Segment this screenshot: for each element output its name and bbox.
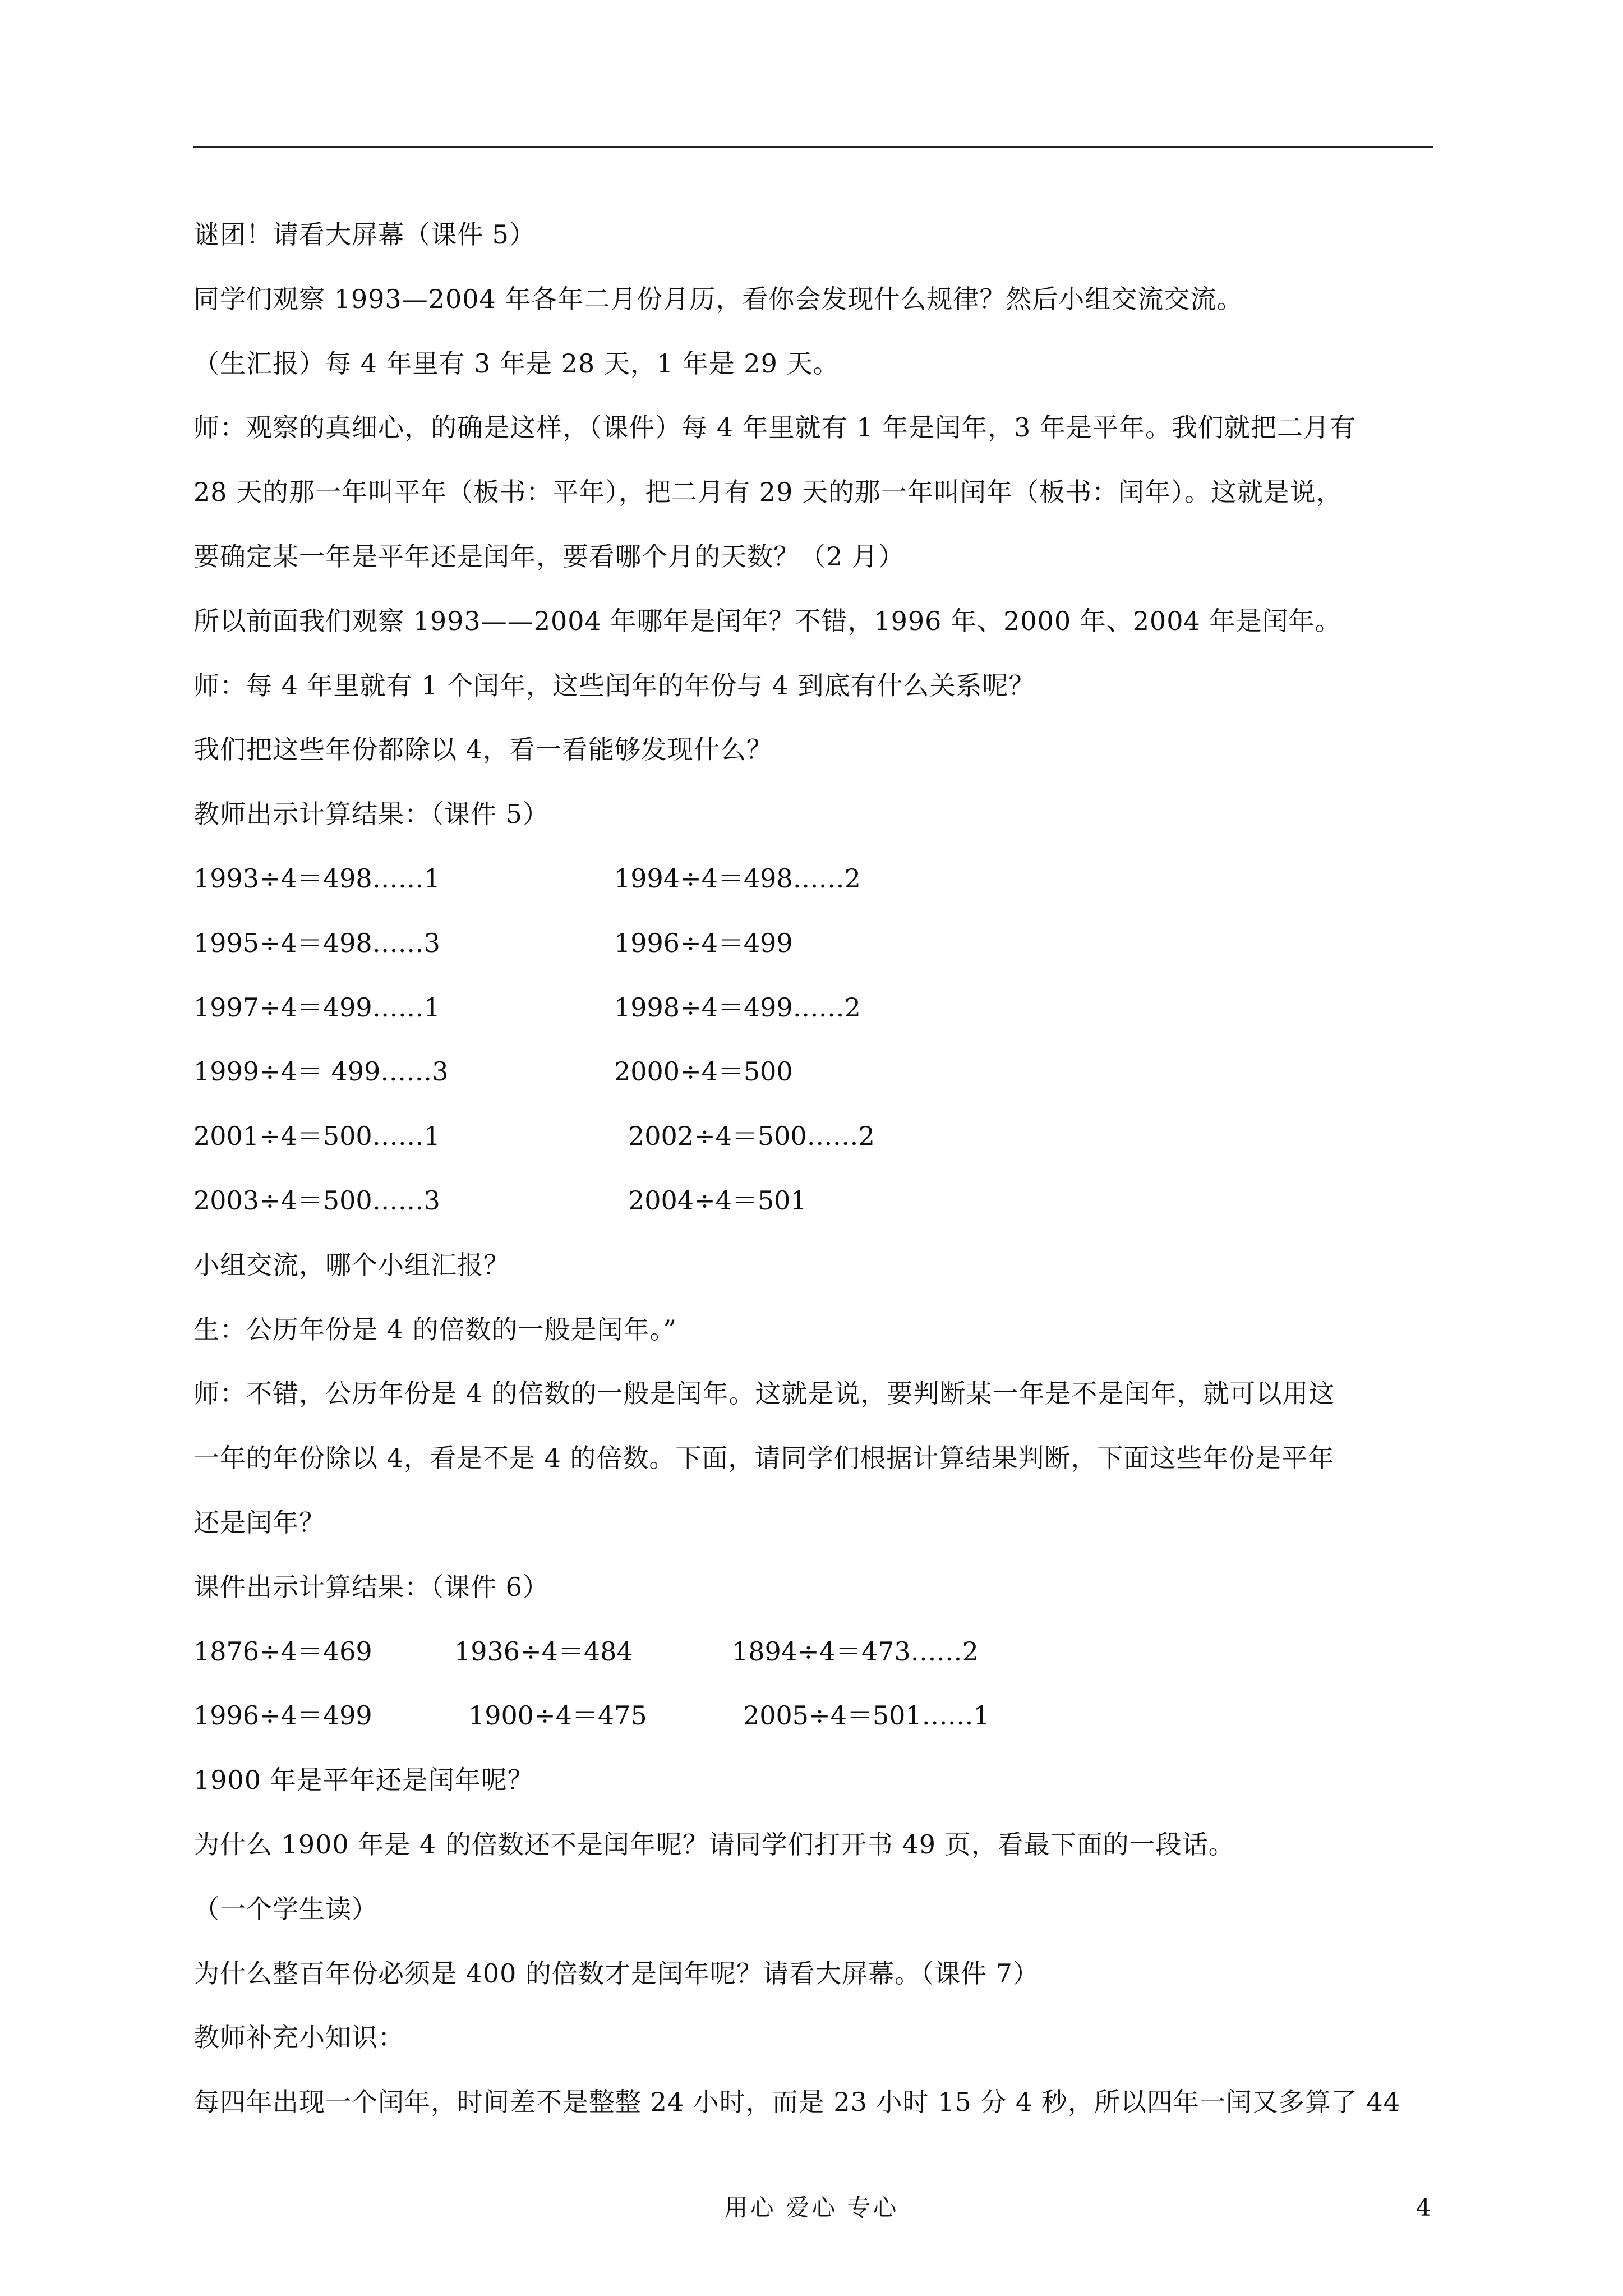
paragraph-line: 教师出示计算结果：（课件 5） [193,799,549,829]
calc-entry: 1996÷4＝499 [193,1700,372,1731]
paragraph-line: 28 天的那一年叫平年（板书：平年），把二月有 29 天的那一年叫闰年（板书：闰年）。这就是说， [193,477,1343,507]
paragraph-line: 为什么 1900 年是 4 的倍数还不是闰年呢？请同学们打开书 49 页，看最下面的一段话。 [193,1829,1235,1860]
paragraph-line: 要确定某一年是平年还是闰年，要看哪个月的天数？（2 月） [193,541,905,572]
calc-entry: 1997÷4＝499……1 [193,992,440,1023]
calc-entry: 1994÷4＝498……2 [614,863,861,894]
header-rule [193,146,1433,148]
paragraph-line: 我们把这些年份都除以 4，看一看能够发现什么？ [193,734,773,765]
paragraph-line: 谜团！请看大屏幕（课件 5） [193,219,536,250]
calc-entry: 1995÷4＝498……3 [193,928,440,958]
calc-entry: 2004÷4＝501 [628,1185,807,1216]
paragraph-line: 所以前面我们观察 1993——2004 年哪年是闰年？不错，1996 年、2000 年、2004 年是闰年。 [193,606,1341,636]
paragraph-line: 生：公历年份是 4 的倍数的一般是闰年。” [193,1314,677,1345]
paragraph-line: （一个学生读） [193,1894,378,1924]
calc-entry: 2003÷4＝500……3 [193,1185,440,1216]
paragraph-line: 一年的年份除以 4，看是不是 4 的倍数。下面，请同学们根据计算结果判断，下面这些年份是平年 [193,1443,1335,1473]
calc-entry: 1996÷4＝499 [614,928,793,958]
paragraph-line: 每四年出现一个闰年，时间差不是整整 24 小时，而是 23 小时 15 分 4 秒，所以四年一闰又多算了 44 [193,2087,1400,2117]
paragraph-line: 师：每 4 年里就有 1 个闰年，这些闰年的年份与 4 到底有什么关系呢？ [193,670,1035,701]
paragraph-line: 1900 年是平年还是闰年呢？ [193,1765,534,1795]
calc-entry: 2000÷4＝500 [614,1056,793,1087]
footer-motto: 用心 爱心 专心 [724,2194,899,2221]
paragraph-line: 师：不错，公历年份是 4 的倍数的一般是闰年。这就是说，要判断某一年是不是闰年，就可以用这 [193,1378,1335,1409]
paragraph-line: 同学们观察 1993—2004 年各年二月份月历，看你会发现什么规律？然后小组交流交流。 [193,284,1243,314]
calc-entry: 1900÷4＝475 [468,1700,647,1731]
calc-entry: 1999÷4＝ 499……3 [193,1056,449,1087]
paragraph-line: 还是闰年？ [193,1507,325,1538]
paragraph-line: 师：观察的真细心，的确是这样，（课件）每 4 年里就有 1 年是闰年，3 年是平年。我们就把二月有 [193,412,1356,443]
calc-entry: 1876÷4＝469 [193,1636,372,1667]
calc-entry: 1993÷4＝498……1 [193,863,440,894]
calc-entry: 1998÷4＝499……2 [614,992,861,1023]
calc-entry: 2005÷4＝501……1 [743,1700,990,1731]
page-number: 4 [1416,2194,1431,2221]
paragraph-line: 课件出示计算结果：（课件 6） [193,1572,549,1602]
paragraph-line: 教师补充小知识： [193,2022,404,2053]
paragraph-line: 为什么整百年份必须是 400 的倍数才是闰年呢？请看大屏幕。（课件 7） [193,1958,1039,1989]
paragraph-line: 小组交流，哪个小组汇报？ [193,1250,510,1280]
calc-entry: 2002÷4＝500……2 [628,1121,875,1151]
calc-entry: 2001÷4＝500……1 [193,1121,440,1151]
calc-entry: 1936÷4＝484 [454,1636,633,1667]
paragraph-line: （生汇报）每 4 年里有 3 年是 28 天，1 年是 29 天。 [193,348,840,379]
calc-entry: 1894÷4＝473……2 [732,1636,979,1667]
